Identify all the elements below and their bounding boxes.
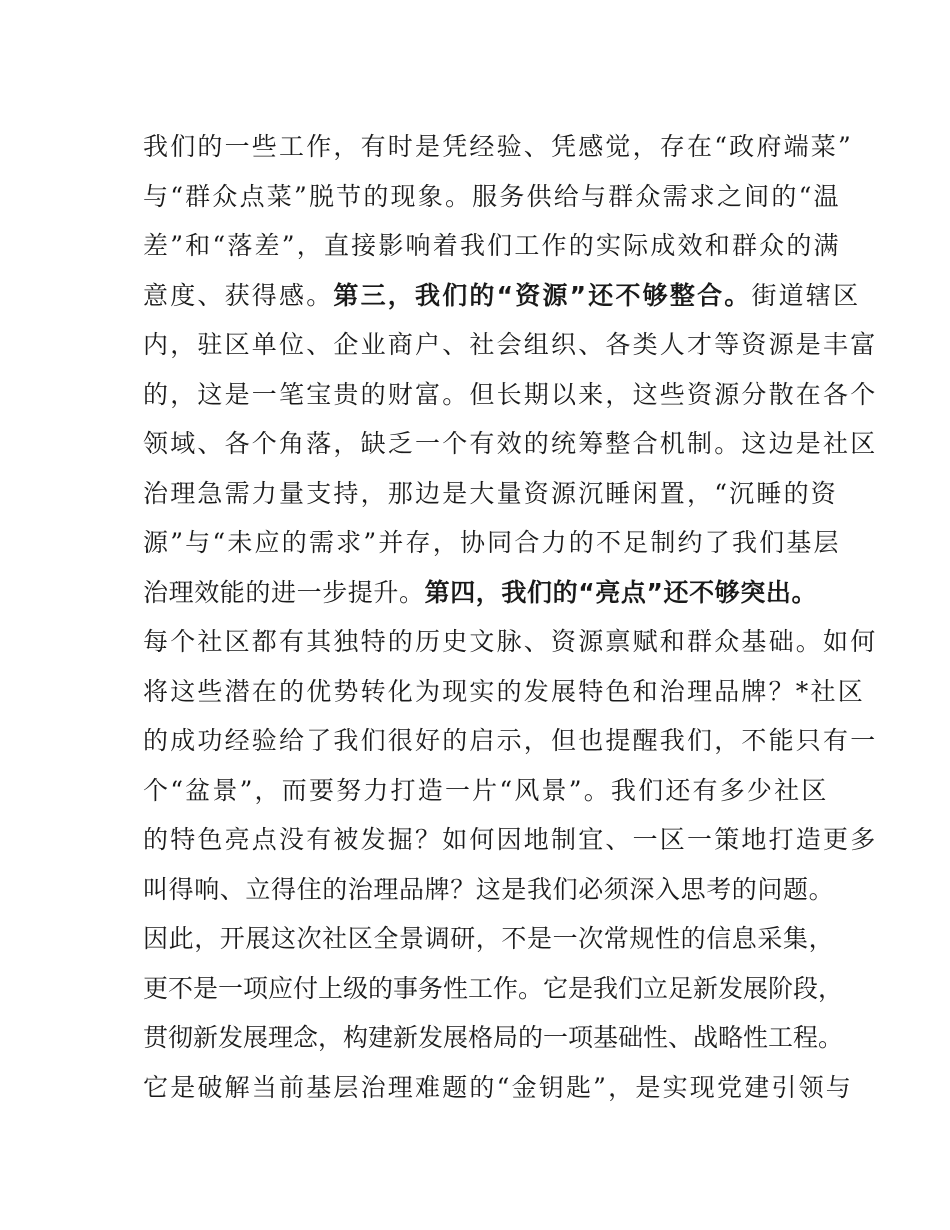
- text-run: 的成功经验给了我们很好的启示，但也提醒我们，不能只有一: [143, 726, 878, 755]
- text-run: 意度、获得感。: [143, 280, 334, 310]
- text-run: 更不是一项应付上级的事务性工作。它是我们立足新发展阶段，: [143, 973, 844, 1003]
- text-line: [143, 221, 841, 271]
- text-run: 贯彻新发展理念，构建新发展格局的一项基础性、战略性工程。: [143, 1023, 844, 1052]
- text-run: 差”和“落差”，直接影响着我们工作的实际成效和群众的满: [143, 231, 841, 260]
- text-line: [143, 370, 878, 420]
- text-line: [143, 518, 841, 568]
- text-line: [143, 1013, 844, 1063]
- text-line: [143, 320, 878, 370]
- text-run: 因此，开展这次社区全景调研，不是一次常规性的信息采集，: [143, 924, 835, 953]
- bold-heading-run: 第三，我们的“资源”还不够整合。: [333, 280, 752, 310]
- text-line: [143, 766, 833, 816]
- text-line: [143, 419, 878, 469]
- body-text: [143, 122, 878, 1112]
- text-line: [143, 1063, 853, 1113]
- text-line: [143, 716, 878, 766]
- text-line: [143, 964, 844, 1014]
- text-line: [143, 469, 838, 519]
- text-run: 我们的一些工作，有时是凭经验、凭感觉，存在“政府端菜”: [143, 132, 853, 161]
- text-line: [143, 122, 853, 172]
- text-run: 叫得响、立得住的治理品牌？这是我们必须深入思考的问题。: [143, 874, 835, 904]
- text-run: 的特色亮点没有被发掘？如何因地制宜、一区一策地打造更多: [143, 825, 878, 854]
- text-run: 源”与“未应的需求”并存，协同合力的不足制约了我们基层: [143, 528, 841, 557]
- text-line: [143, 815, 878, 865]
- text-run: 内，驻区单位、企业商户、社会组织、各类人才等资源是丰富: [143, 330, 878, 359]
- text-run: 个“盆景”，而要努力打造一片“风景”。我们还有多少社区: [143, 775, 829, 805]
- text-run: 将这些潜在的优势转化为现实的发展特色和治理品牌？*社区: [143, 676, 865, 706]
- text-run: 的，这是一笔宝贵的财富。但长期以来，这些资源分散在各个: [143, 379, 878, 409]
- text-run: 治理急需力量支持，那边是大量资源沉睡闲置，“沉睡的资: [143, 478, 838, 508]
- text-run: 治理效能的进一步提升。: [143, 577, 425, 607]
- text-line: [143, 568, 833, 618]
- text-run: 每个社区都有其独特的历史文脉、资源禀赋和群众基础。如何: [143, 627, 878, 656]
- text-line: [143, 667, 865, 717]
- text-line: [143, 172, 841, 222]
- text-line: [143, 865, 833, 915]
- text-line: [143, 914, 833, 964]
- text-run: 它是破解当前基层治理难题的“金钥匙”，是实现党建引领与: [143, 1072, 853, 1102]
- text-line: [143, 617, 878, 667]
- text-line: [143, 271, 861, 321]
- text-run: 街道辖区: [751, 280, 861, 310]
- text-run: 与“群众点菜”脱节的现象。服务供给与群众需求之间的“温: [143, 181, 841, 211]
- text-run: 领域、各个角落，缺乏一个有效的统筹整合机制。这边是社区: [143, 429, 878, 458]
- bold-heading-run: 第四，我们的“亮点”还不够突出。: [424, 577, 818, 607]
